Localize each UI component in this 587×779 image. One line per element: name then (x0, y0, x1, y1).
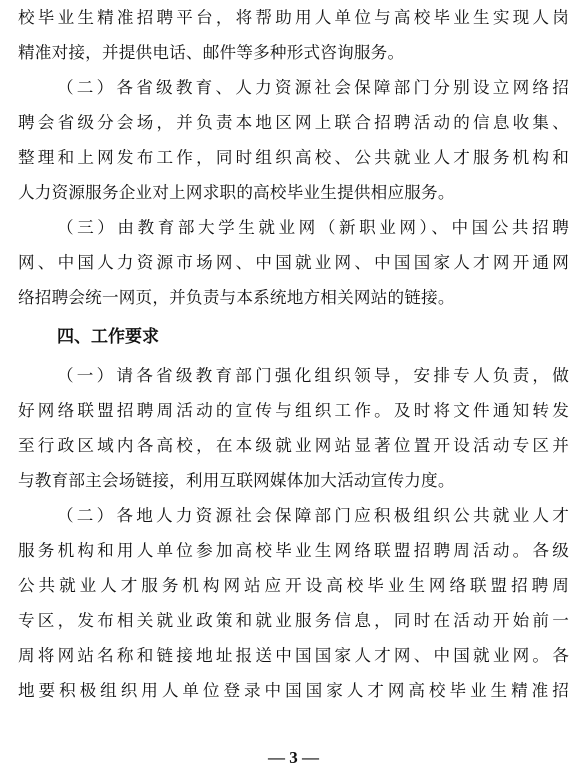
paragraph-start-line: （二）各地人力资源社会保障部门应积极组织公共就业人才 (57, 506, 569, 525)
paragraph-start-line: （二）各省级教育、人力资源社会保障部门分别设立网络招 (57, 78, 569, 97)
text-line: 人力资源服务企业对上网求职的高校毕业生提供相应服务。 (18, 183, 455, 202)
text-line: 精准对接，并提供电话、邮件等多种形式咨询服务。 (18, 43, 405, 62)
text-line: 地要积极组织用人单位登录中国国家人才网高校毕业生精准招 (18, 681, 569, 700)
text-line: 好网络联盟招聘周活动的宣传与组织工作。及时将文件通知转发 (18, 401, 569, 420)
text-line: 与教育部主会场链接，利用互联网媒体加大活动宣传力度。 (18, 471, 455, 490)
section-heading: 四、工作要求 (57, 327, 159, 347)
text-line: 络招聘会统一网页，并负责与本系统地方相关网站的链接。 (18, 288, 455, 307)
text-line: 校毕业生精准招聘平台，将帮助用人单位与高校毕业生实现人岗 (18, 8, 569, 27)
paragraph-start-line: （一）请各省级教育部门强化组织领导，安排专人负责，做 (57, 366, 569, 385)
text-line: 专区，发布相关就业政策和就业服务信息，同时在活动开始前一 (18, 611, 569, 630)
text-line: 服务机构和用人单位参加高校毕业生网络联盟招聘周活动。各级 (18, 541, 569, 560)
text-line: 聘会省级分会场，并负责本地区网上联合招聘活动的信息收集、 (18, 113, 569, 132)
text-line: 整理和上网发布工作，同时组织高校、公共就业人才服务机构和 (18, 148, 569, 167)
text-line: 周将网站名称和链接地址报送中国国家人才网、中国就业网。各 (18, 646, 569, 665)
page-number: — 3 — (268, 748, 319, 767)
paragraph-start-line: （三）由教育部大学生就业网（新职业网）、中国公共招聘 (57, 218, 569, 237)
text-line: 至行政区域内各高校，在本级就业网站显著位置开设活动专区并 (18, 436, 569, 455)
text-line: 公共就业人才服务机构网站应开设高校毕业生网络联盟招聘周 (18, 576, 569, 595)
text-line: 网、中国人力资源市场网、中国就业网、中国国家人才网开通网 (18, 253, 569, 272)
